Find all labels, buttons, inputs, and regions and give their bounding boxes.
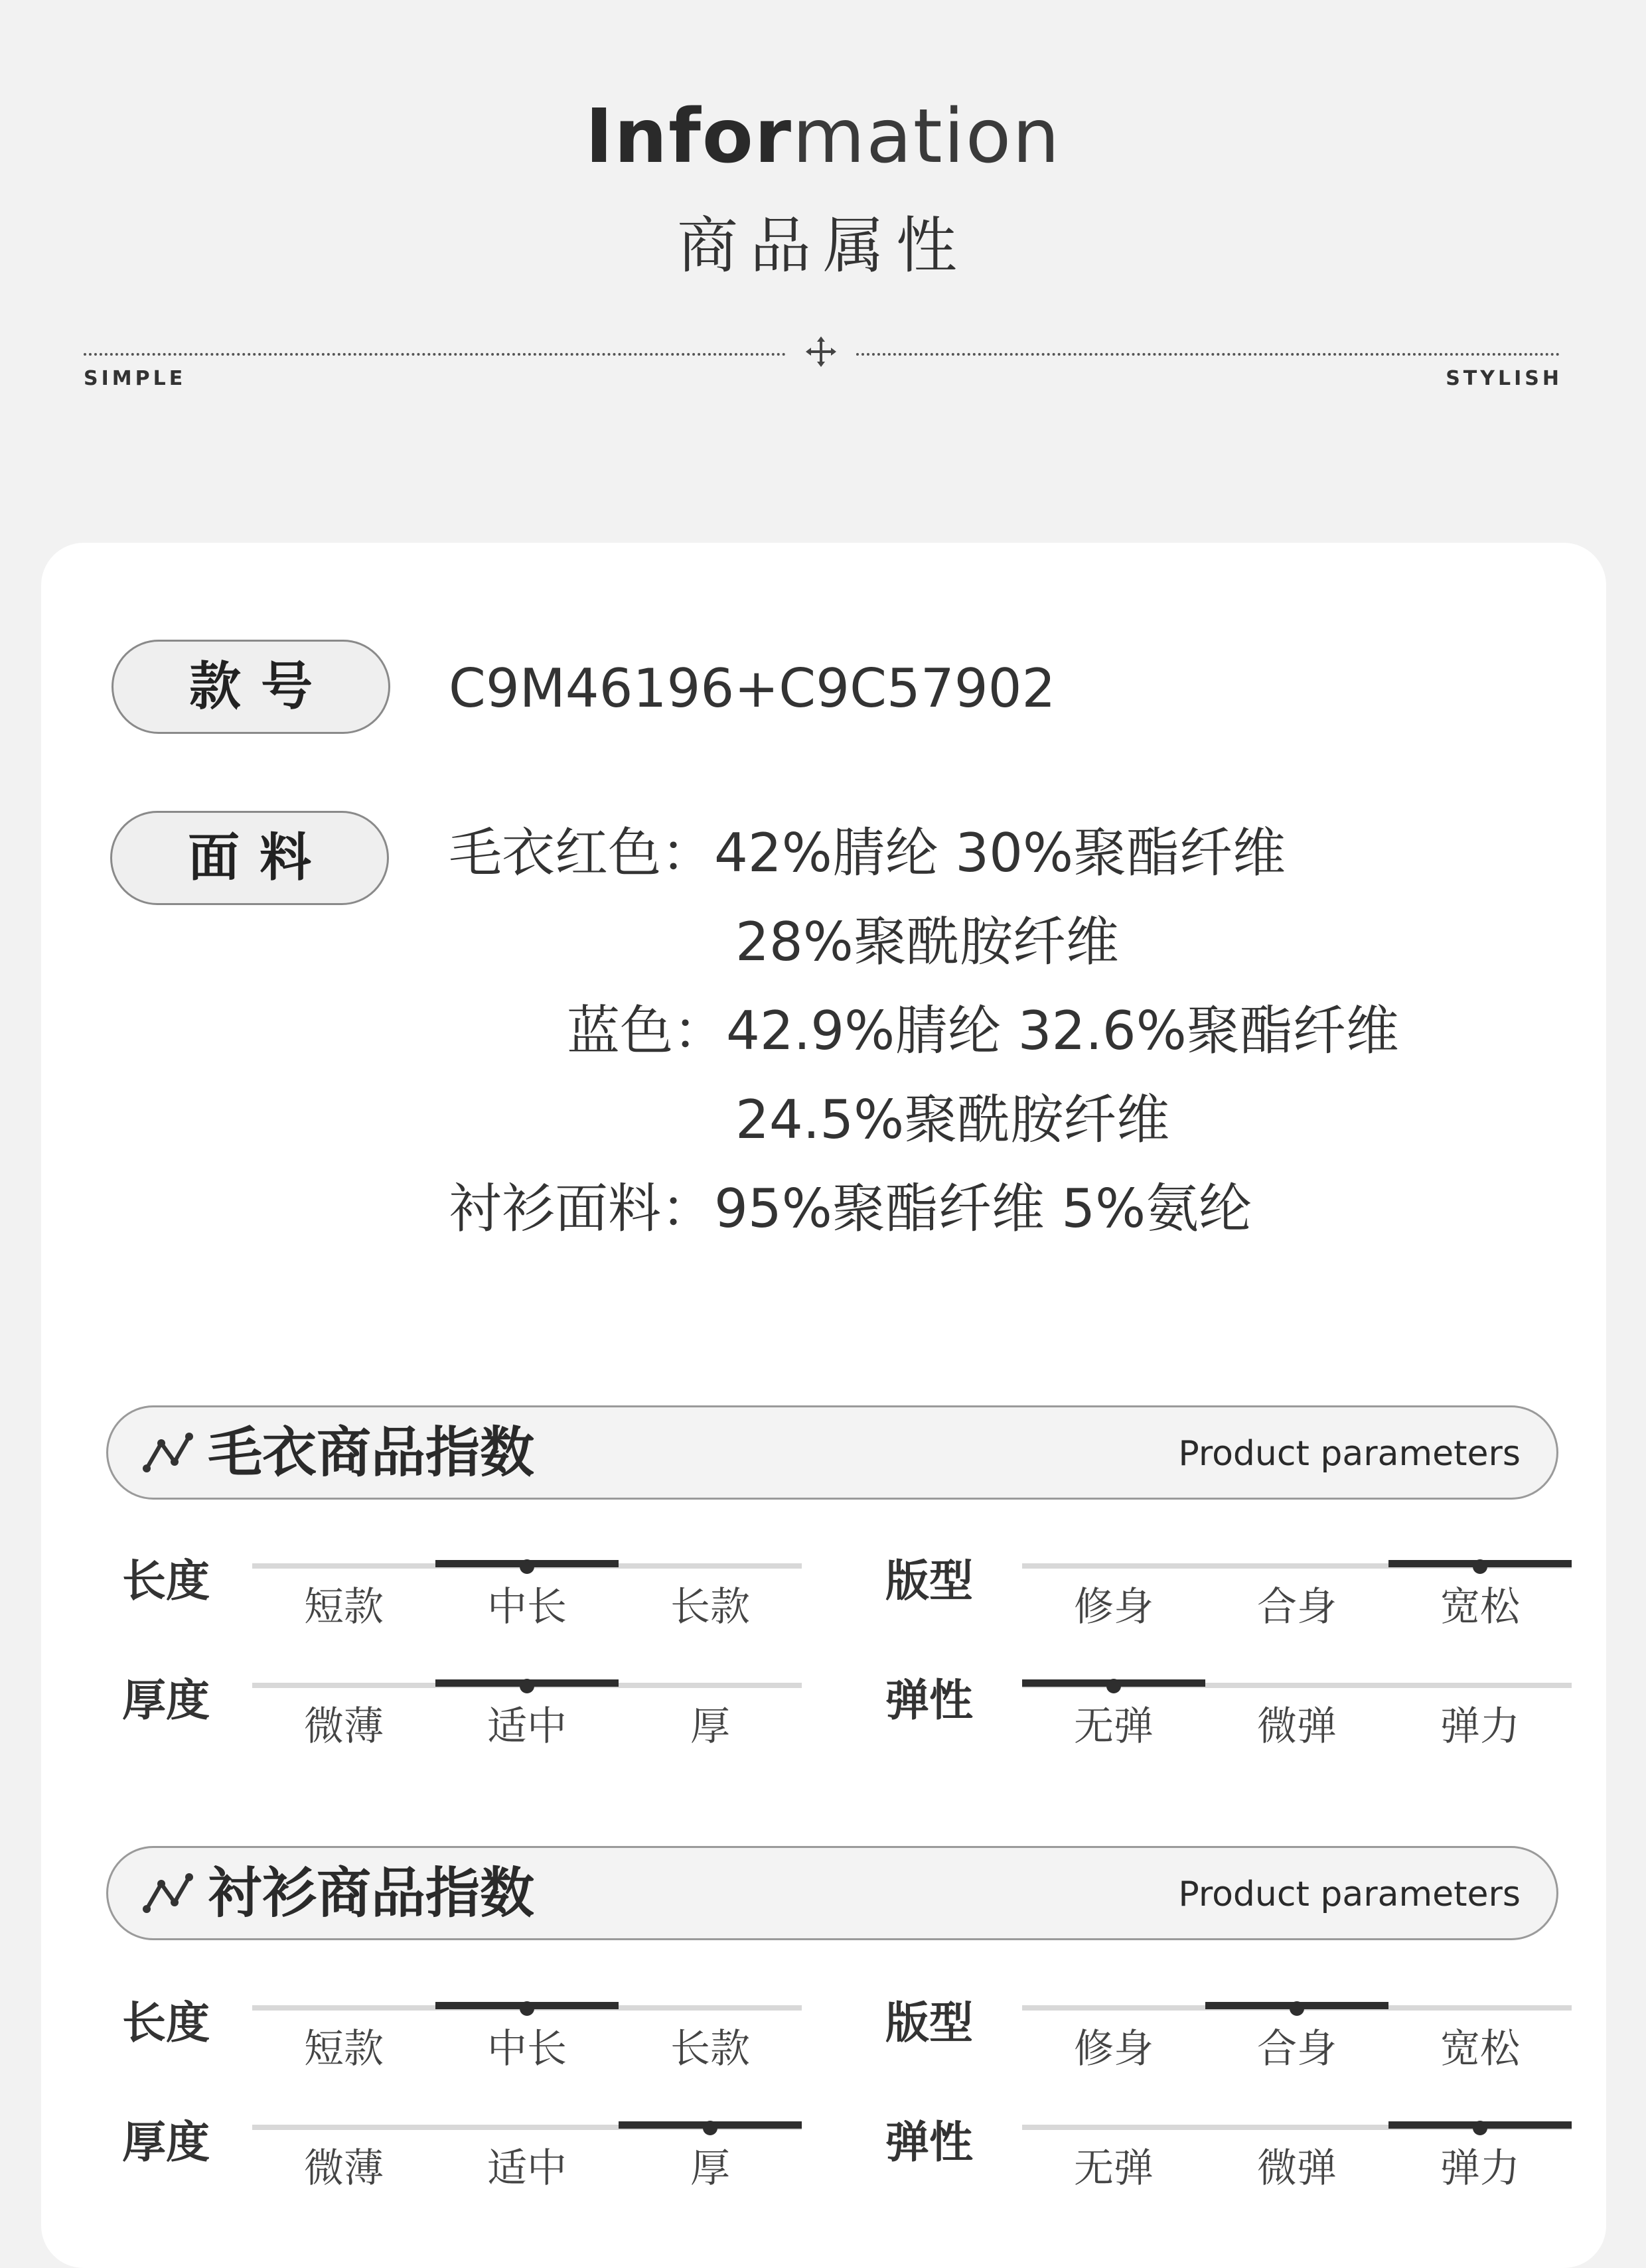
line-chart-icon: [141, 1871, 194, 1917]
scale-option: 修身: [1074, 2026, 1154, 2072]
page-title-light: mation: [792, 94, 1061, 180]
scale: [252, 2111, 802, 2192]
scale-option: 宽松: [1440, 1584, 1520, 1630]
param-label: 弹性: [885, 1675, 973, 1726]
fabric-line: 24.5%聚酰胺纤维: [735, 1089, 1170, 1151]
style-number-label-text: 款号: [188, 657, 333, 717]
scale-option: 中长: [487, 2026, 567, 2072]
param-label: 厚度: [122, 2117, 210, 2168]
style-number-label: [112, 640, 390, 734]
scale-option: 适中: [487, 2145, 567, 2192]
scale-option: 适中: [487, 1703, 567, 1750]
scale-option: 中长: [487, 1584, 567, 1630]
scale: [1022, 1550, 1572, 1630]
scale-selected-dot: [1473, 1559, 1487, 1574]
scale-selected-dot: [520, 1559, 534, 1574]
shirt-index-header: [106, 1846, 1558, 1940]
param-label: 长度: [122, 1555, 210, 1606]
fabric-line: 蓝色：42.9%腈纶 32.6%聚酯纤维: [567, 1000, 1399, 1062]
scale-option: 修身: [1074, 1584, 1154, 1630]
param-label: 厚度: [122, 1675, 210, 1726]
page-title-bold: Infor: [585, 94, 793, 180]
sweater-index-header: [106, 1405, 1558, 1500]
scale-option: 微薄: [304, 2145, 384, 2192]
scale-option: 无弹: [1074, 2145, 1154, 2192]
fabric-line: 衬衫面料：95%聚酯纤维 5%氨纶: [449, 1178, 1252, 1240]
scale-option: 微弹: [1257, 2145, 1337, 2192]
scale-selected-dot: [520, 1679, 534, 1693]
scale-selected-dot: [520, 2001, 534, 2016]
style-number-value: C9M46196+C9C57902: [449, 658, 1056, 719]
scale-selected-dot: [1473, 2121, 1487, 2135]
scale-selected-dot: [703, 2121, 717, 2135]
section-subtitle: Product parameters: [1178, 1875, 1521, 1914]
scale-selected-dot: [1106, 1679, 1121, 1693]
divider-left: [84, 353, 786, 356]
param-label: 长度: [122, 1997, 210, 2048]
scale-option: 微薄: [304, 1703, 384, 1750]
fabric-line: 28%聚酰胺纤维: [735, 911, 1119, 973]
scale-option: 合身: [1257, 2026, 1337, 2072]
scale-option: 短款: [304, 1584, 384, 1630]
scale-option: 无弹: [1074, 1703, 1154, 1750]
scale-selected-dot: [1290, 2001, 1304, 2016]
page-title: [0, 94, 1646, 180]
scale-option: 长款: [670, 2026, 750, 2072]
right-caption: STYLISH: [1446, 367, 1562, 390]
left-caption: SIMPLE: [84, 367, 187, 390]
scale-option: 短款: [304, 2026, 384, 2072]
param-label: 版型: [885, 1997, 973, 2048]
scale-option: 微弹: [1257, 1703, 1337, 1750]
scale-option: 厚: [690, 2145, 730, 2192]
four-arrows-cross-icon: [804, 335, 838, 368]
scale-option: 宽松: [1440, 2026, 1520, 2072]
scale: [1022, 1992, 1572, 2072]
divider-right: [856, 353, 1560, 356]
fabric-label: [110, 811, 389, 905]
section-title: 衬衫商品指数: [208, 1862, 535, 1925]
section-title: 毛衣商品指数: [208, 1421, 535, 1484]
scale: [1022, 1669, 1572, 1750]
scale: [1022, 2111, 1572, 2192]
page-subtitle: 商品属性: [676, 210, 969, 281]
scale: [252, 1550, 802, 1630]
param-label: 弹性: [885, 2117, 973, 2168]
param-label: 版型: [885, 1555, 973, 1606]
scale: [252, 1992, 802, 2072]
scale-option: 长款: [670, 1584, 750, 1630]
scale-option: 弹力: [1440, 1703, 1520, 1750]
scale-option: 弹力: [1440, 2145, 1520, 2192]
fabric-line: 毛衣红色：42%腈纶 30%聚酯纤维: [449, 822, 1286, 884]
line-chart-icon: [141, 1430, 194, 1476]
scale-option: 合身: [1257, 1584, 1337, 1630]
scale: [252, 1669, 802, 1750]
section-subtitle: Product parameters: [1178, 1434, 1521, 1474]
fabric-label-text: 面料: [187, 828, 331, 888]
scale-option: 厚: [690, 1703, 730, 1750]
